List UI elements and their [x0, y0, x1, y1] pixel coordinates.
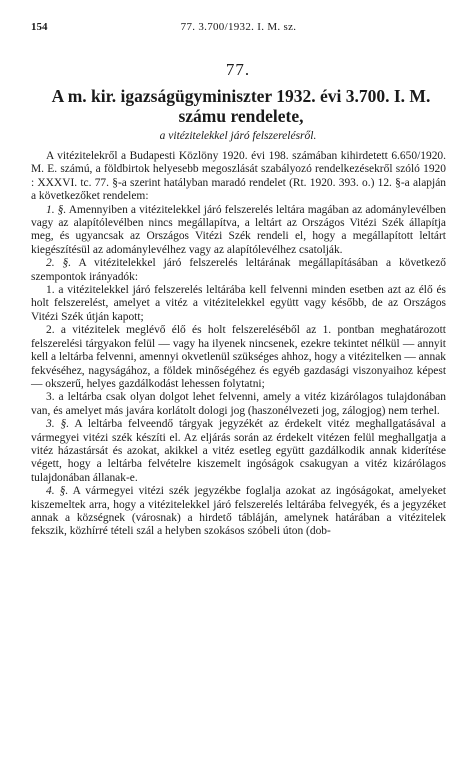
decree-body: [31, 150, 446, 539]
paragraph-section-4: [31, 485, 446, 539]
section-lead: 3. §.: [46, 418, 70, 431]
paragraph-text: A vitézitelekről a Budapesti Közlöny 1920. évi 198. számában kihirdetett 6.650/1920. M. E. számú, a földbirtok helyesebb megoszlását szabályozó rendelkezésekről szóló 1920 : XXXVI. tc. 77. §-a szerint hatályban maradó rendelet (Rt. 1920. 393. o.) 12. §-a alapján a következőket rendelem:: [31, 150, 446, 203]
paragraph-point-3: [31, 391, 446, 418]
paragraph-section-2: [31, 257, 446, 284]
paragraph-text: 1. a vitézitelekkel járó felszerelés leltárába kell felvenni minden esetben azt az élő és holt felszerelést, amelyet a vitéz a vitézitelekkel együtt vagy később, de az Országos Vitézi Szék útján kapott;: [31, 284, 446, 323]
paragraph-point-2: [31, 324, 446, 391]
paragraph-text: 3. a leltárba csak olyan dolgot lehet felvenni, amely a vitéz kizárólagos tulajdonában van, és amelyet más javára korlátolt dologi jog (haszonélvezeti jog, zálogjog) nem terhel.: [31, 391, 446, 417]
paragraph-text: A vármegyei vitézi szék jegyzékbe foglalja azokat az ingóságokat, amelyeket kiszemeltek arra, hogy a vitézitelekkel járó felszerelés leltárába felvegyék, és a jegyzéket annak a községnek (városnak) a hirdető tábláján, amelynek határában a vitézitelek fekszik, közhírré tételi szál a helyben szokásos szóbeli úton (dob-: [31, 485, 446, 538]
paragraph-text: Amennyiben a vitézitelekkel járó felszerelés leltára magában az adománylevélben vagy az alapítólevélben nincs megállapítva, a leltárt az Országos Vitézi Szék állapítja meg, és ugyancsak az Országos Vitézi Szék rendeli el, hogy a megállapított leltárt kiegészítésül az adománylevélhez vagy az alapítólevélhez csatolják.: [31, 203, 447, 256]
paragraph-text: 2. a vitézitelek meglévő élő és holt felszereléséből az 1. pontban meghatározott felszerelési tárgyakon felül — vagy ha ilyenek nincsenek, ezekre tekintet nélkül — annyit kell a leltárba felvenni, amennyi okvetlenül szükséges ahhoz, hogy a vitézitelken — annak fekvéséhez, nagyságához, a földek minőségéhez és egyéb gazdasági viszonyaihoz képest — okszerű, helyes gazdálkodást lehessen folytatni;: [31, 324, 446, 390]
paragraph-text: A leltárba felveendő tárgyak jegyzékét az érdekelt vitéz meghallgatásával a vármegyei vitézi szék készíti el. Az eljárás során az érdekelt vitézen felül meghallgatja a vitéz házastársát és azokat, akikkel a vitéz esetleg együtt gazdálkodik annak kiderítése végett, hogy a leltárba felvételre kiszemelt ingóságok csakugyan a vitéz kizárólagos tulajdonában állanak-e.: [31, 418, 447, 484]
section-lead: 2. §.: [46, 257, 72, 270]
section-lead: 1. §.: [46, 203, 67, 216]
page-number: 154: [31, 21, 48, 33]
decree-number: 77.: [225, 60, 251, 79]
running-header: [31, 21, 446, 35]
decree-subtitle: a vitézitelekkel járó felszerelésről.: [159, 130, 317, 142]
paragraph-section-1: [31, 204, 446, 258]
paragraph-preamble: [31, 150, 446, 204]
paragraph-section-3: [31, 418, 446, 485]
section-lead: 4. §.: [46, 485, 69, 498]
decree-title: A m. kir. igazságügyminiszter 1932. évi 3.700. I. M. számu rendelete,: [51, 86, 431, 126]
running-title: 77. 3.700/1932. I. M. sz.: [180, 21, 297, 33]
paragraph-text: A vitézitelekkel járó felszerelés leltárának megállapításában a következő szempontok irányadók:: [31, 257, 447, 283]
paragraph-point-1: [31, 284, 446, 324]
